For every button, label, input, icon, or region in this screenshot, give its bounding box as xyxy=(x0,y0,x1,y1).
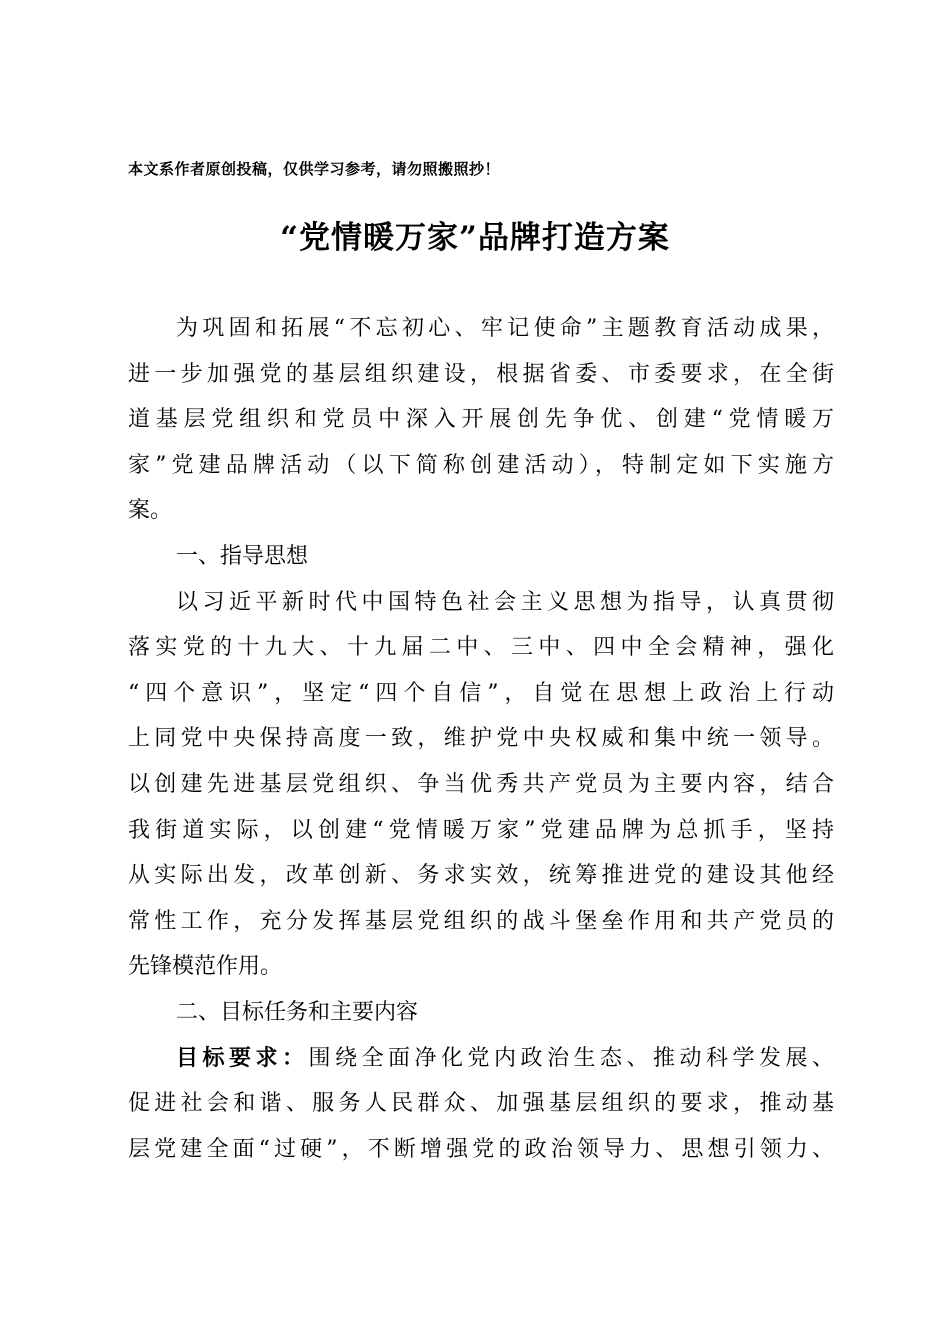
section1-line: “四个意识”，坚定“四个自信”，自觉在思想上政治上行动 xyxy=(128,680,834,706)
section2-line: 层党建全面“过硬”，不断增强党的政治领导力、思想引领力、 xyxy=(128,1136,834,1162)
section-heading-guiding-ideology: 一、指导思想 xyxy=(176,543,309,569)
section2-line-text: 围绕全面净化党内政治生态、推动科学发展、 xyxy=(308,1045,834,1071)
document-title: “党情暖万家”品牌打造方案 xyxy=(280,220,670,256)
section1-line: 我街道实际，以创建“党情暖万家”党建品牌为总抓手，坚持 xyxy=(128,817,834,843)
section1-line: 上同党中央保持高度一致，维护党中央权威和集中统一领导。 xyxy=(128,726,834,752)
intro-line: 案。 xyxy=(128,498,173,524)
section1-line: 先锋模范作用。 xyxy=(128,954,283,980)
section2-line: 促进社会和谐、服务人民群众、加强基层组织的要求，推动基 xyxy=(128,1091,834,1117)
intro-line: 为巩固和拓展“不忘初心、牢记使命”主题教育活动成果， xyxy=(176,316,834,341)
document-body xyxy=(128,306,834,1172)
author-notice: 本文系作者原创投稿，仅供学习参考，请勿照搬照抄！ xyxy=(128,160,501,178)
intro-line: 家”党建品牌活动（以下简称创建活动），特制定如下实施方 xyxy=(128,452,834,478)
section1-line: 以创建先进基层党组织、争当优秀共产党员为主要内容，结合 xyxy=(128,771,834,797)
section-heading-goals-tasks: 二、目标任务和主要内容 xyxy=(176,999,419,1025)
section1-line: 常性工作，充分发挥基层党组织的战斗堡垒作用和共产党员的 xyxy=(128,908,834,934)
intro-line: 道基层党组织和党员中深入开展创先争优、创建“党情暖万 xyxy=(128,407,834,433)
goal-requirements-label: 目标要求： xyxy=(176,1044,309,1071)
section1-line: 落实党的十九大、十九届二中、三中、四中全会精神，强化 xyxy=(128,635,834,661)
section1-line: 以习近平新时代中国特色社会主义思想为指导，认真贯彻 xyxy=(176,589,834,615)
section2-line xyxy=(128,1036,834,1082)
section1-line: 从实际出发，改革创新、务求实效，统筹推进党的建设其他经 xyxy=(128,863,834,889)
intro-line: 进一步加强党的基层组织建设，根据省委、市委要求，在全街 xyxy=(128,361,834,387)
